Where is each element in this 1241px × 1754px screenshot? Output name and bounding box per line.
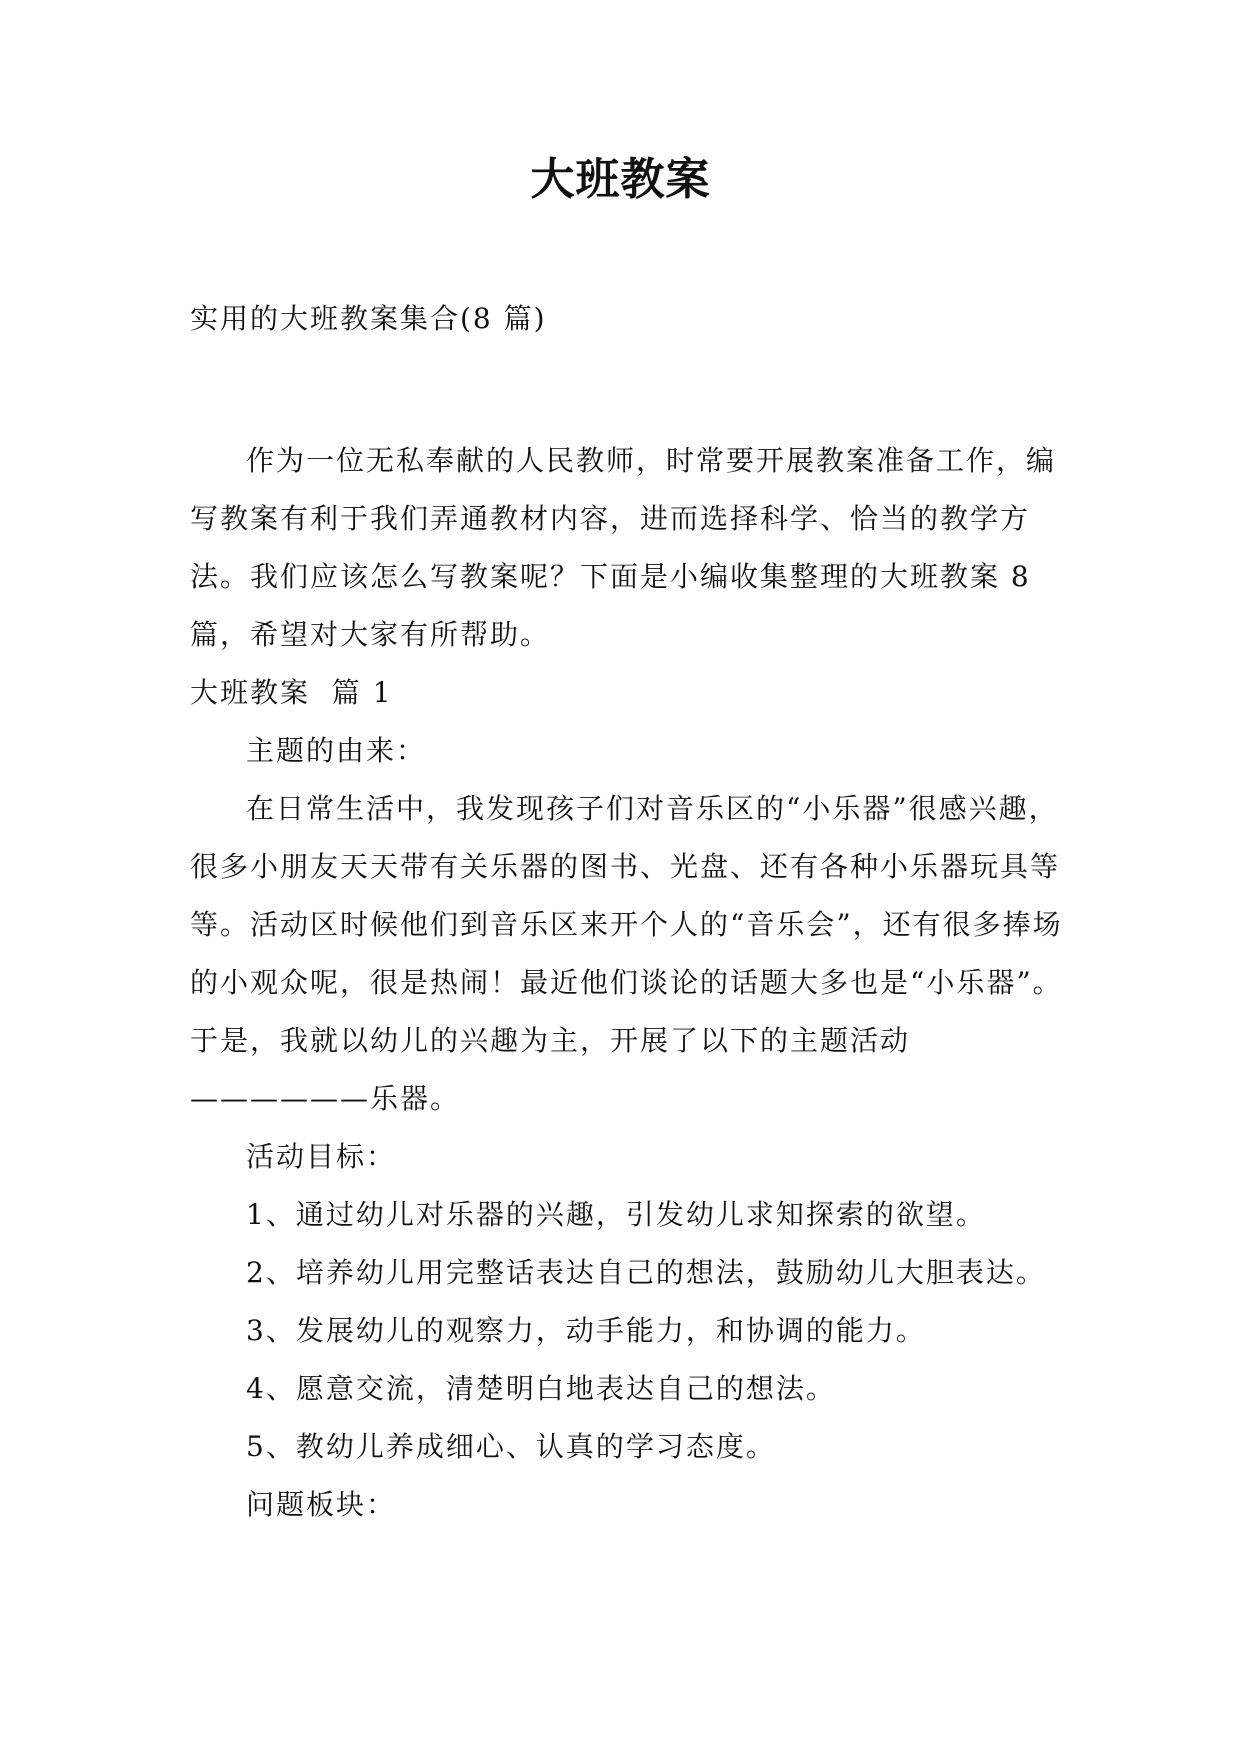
intro-paragraph: 作为一位无私奉献的人民教师，时常要开展教案准备工作，编写教案有利于我们弄通教材内容，进而选择科学、恰当的教学方法。我们应该怎么写教案呢？下面是小编收集整理的大班教案 8 篇，希望对大家有所帮助。 <box>190 444 1057 651</box>
document-body <box>190 290 1070 1534</box>
section-heading: 大班教案 篇 1 <box>190 676 393 709</box>
document-subtitle: 实用的大班教案集合(8 篇) <box>190 302 547 335</box>
origin-heading: 主题的由来： <box>246 734 427 767</box>
problem-heading: 问题板块： <box>246 1488 397 1521</box>
goal-item-2: 2、培养幼儿用完整话表达自己的想法，鼓励幼儿大胆表达。 <box>246 1256 1046 1289</box>
goal-item-3: 3、发展幼儿的观察力，动手能力，和协调的能力。 <box>246 1314 926 1347</box>
goals-heading: 活动目标： <box>246 1140 397 1173</box>
origin-paragraph: 在日常生活中，我发现孩子们对音乐区的“小乐器”很感兴趣，很多小朋友天天带有关乐器的图书、光盘、还有各种小乐器玩具等等。活动区时候他们到音乐区来开个人的“音乐会”，还有很多捧场的小观众呢，很是热闹！最近他们谈论的话题大多也是“小乐器”。于是，我就以幼儿的兴趣为主，开展了以下的主题活动——————乐器。 <box>190 792 1063 1115</box>
goal-item-5: 5、教幼儿养成细心、认真的学习态度。 <box>246 1430 776 1463</box>
document-title: 大班教案 <box>530 154 711 205</box>
goal-item-1: 1、通过幼儿对乐器的兴趣，引发幼儿求知探索的欲望。 <box>246 1198 986 1231</box>
goal-item-4: 4、愿意交流，清楚明白地表达自己的想法。 <box>246 1372 836 1405</box>
